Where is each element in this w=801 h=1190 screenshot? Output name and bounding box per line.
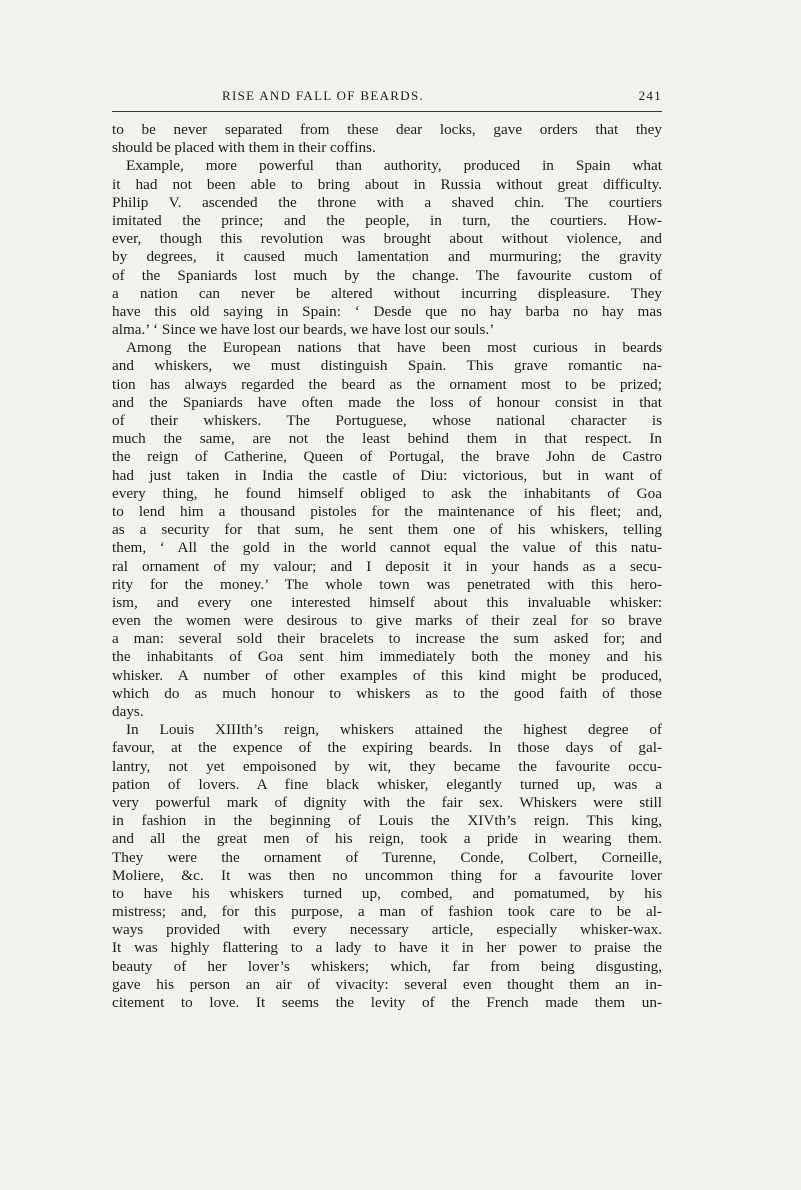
- text-line: gave his person an air of vivacity: several even thought them an in-: [112, 975, 662, 993]
- text-line: alma.’ ‘ Since we have lost our beards, we have lost our souls.’: [112, 321, 495, 339]
- text-line: of their whiskers. The Portuguese, whose national character is: [112, 412, 662, 429]
- text-line: lantry, not yet empoisoned by wit, they became the favourite occu-: [112, 757, 662, 775]
- text-line: and all the great men of his reign, took a pride in wearing them.: [112, 830, 662, 848]
- text-line: mistress; and, for this purpose, a man of fashion took care to be al-: [112, 903, 662, 921]
- text-line: as a security for that sum, he sent them one of his whiskers, telling: [112, 521, 662, 539]
- text-line: should be placed with them in their coffins.: [112, 139, 376, 157]
- text-line: pation of lovers. A fine black whisker, elegantly turned up, was a: [112, 775, 662, 793]
- header-rule: [112, 111, 662, 112]
- text-line: them, ‘ All the gold in the world cannot equal the value of this natu-: [112, 539, 662, 557]
- text-line: the inhabitants of Goa sent him immediately both the money and his: [112, 648, 662, 666]
- text-line: very powerful mark of dignity with the fair sex. Whiskers were still: [112, 793, 662, 811]
- text-line: ways provided with every necessary article, especially whisker-wax.: [112, 921, 662, 939]
- text-line: ral ornament of my valour; and I deposit it in your hands as a secu-: [112, 557, 662, 575]
- text-line: in fashion in the beginning of Louis the XIVth’s reign. This king,: [112, 812, 662, 830]
- text-line: to lend him a thousand pistoles for the maintenance of his fleet; and,: [112, 502, 662, 520]
- text-line: it had not been able to bring about in Russia without great difficulty.: [112, 175, 662, 193]
- text-line: favour, at the expence of the expiring beards. In those days of gal-: [112, 739, 662, 757]
- text-line: beauty of her lover’s whiskers; which, far from being disgusting,: [112, 957, 662, 975]
- text-line: citement to love. It seems the levity of the French made them un-: [112, 994, 662, 1011]
- text-line: They were the ornament of Turenne, Conde, Colbert, Corneille,: [112, 848, 662, 866]
- text-line: Example, more powerful than authority, produced in Spain what: [126, 157, 662, 175]
- text-line: In Louis XIIIth’s reign, whiskers attained the highest degree of: [126, 721, 662, 739]
- text-line: of the Spaniards lost much by the change. The favourite custom of: [112, 266, 662, 284]
- text-line: every thing, he found himself obliged to ask the inhabitants of Goa: [112, 484, 662, 502]
- text-line: It was highly flattering to a lady to have it in her power to praise the: [112, 939, 662, 957]
- text-line: rity for the money.’ The whole town was penetrated with this hero-: [112, 575, 662, 593]
- text-line: by degrees, it caused much lamentation and murmuring; the gravity: [112, 248, 662, 266]
- text-line: ism, and every one interested himself about this invaluable whisker:: [112, 593, 662, 611]
- text-line: days.: [112, 703, 144, 720]
- text-line: to be never separated from these dear locks, gave orders that they: [112, 121, 662, 138]
- text-line: ever, though this revolution was brought about without violence, and: [112, 230, 662, 248]
- text-line: which do as much honour to whiskers as to the good faith of those: [112, 684, 662, 702]
- text-line: to have his whiskers turned up, combed, and pomatumed, by his: [112, 884, 662, 902]
- page-number: 241: [638, 88, 662, 103]
- text-line: the reign of Catherine, Queen of Portugal, the brave John de Castro: [112, 448, 662, 466]
- text-line: tion has always regarded the beard as the ornament most to be prized;: [112, 375, 662, 393]
- text-line: much the same, are not the least behind them in that respect. In: [112, 430, 662, 448]
- text-line: even the women were desirous to give marks of their zeal for so brave: [112, 612, 662, 630]
- running-title: RISE AND FALL OF BEARDS.: [222, 88, 425, 103]
- text-line: a man: several sold their bracelets to increase the sum asked for; and: [112, 630, 662, 648]
- text-line: Among the European nations that have been most curious in beards: [126, 339, 662, 357]
- text-line: whisker. A number of other examples of this kind might be produced,: [112, 666, 662, 684]
- text-line: and the Spaniards have often made the loss of honour consist in that: [112, 393, 662, 411]
- text-line: Moliere, &c. It was then no uncommon thing for a favourite lover: [112, 866, 662, 884]
- body-text: [112, 121, 662, 1012]
- text-line: Philip V. ascended the throne with a shaved chin. The courtiers: [112, 193, 662, 211]
- text-line: have this old saying in Spain: ‘ Desde que no hay barba no hay mas: [112, 302, 662, 320]
- text-line: a nation can never be altered without incurring displeasure. They: [112, 284, 662, 302]
- text-line: and whiskers, we must distinguish Spain. This grave romantic na-: [112, 357, 662, 375]
- text-line: imitated the prince; and the people, in turn, the courtiers. How-: [112, 211, 662, 229]
- page-header: [112, 88, 662, 104]
- text-line: had just taken in India the castle of Diu: victorious, but in want of: [112, 466, 662, 484]
